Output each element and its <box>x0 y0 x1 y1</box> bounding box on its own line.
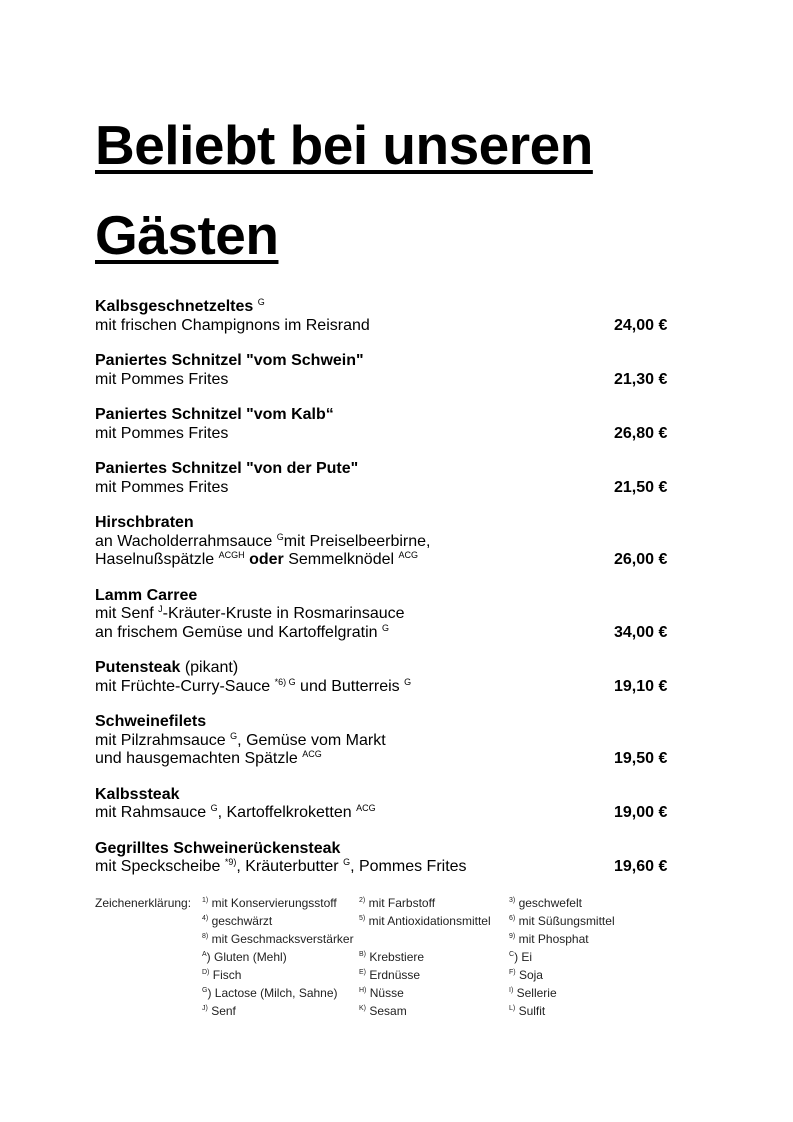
legend-entry <box>509 984 649 1002</box>
menu-item-price: 24,00 € <box>614 316 668 334</box>
menu-item-price: 26,00 € <box>614 551 668 568</box>
menu-item-name: Hirschbraten <box>95 514 194 531</box>
menu-item-heading <box>95 713 705 732</box>
menu-item-price: 19,50 € <box>614 750 668 767</box>
menu-item-heading <box>95 587 705 606</box>
menu-item <box>95 659 705 696</box>
legend-value: mit Konservierungsstoff <box>211 895 337 910</box>
menu-item-heading <box>95 406 705 425</box>
description-text: mit Pommes Frites <box>95 424 229 442</box>
menu-item-name: Putensteak <box>95 659 181 676</box>
legend-entry <box>359 894 509 912</box>
legend-key: 5) <box>359 914 366 922</box>
allergen-code: ACGH <box>218 550 245 560</box>
legend-value: mit Geschmacksverstärker <box>211 931 354 946</box>
legend-key: 2) <box>359 896 366 904</box>
menu-item-name: Paniertes Schnitzel "vom Kalb“ <box>95 406 334 423</box>
legend-key: B) <box>359 950 366 958</box>
menu-item <box>95 840 705 877</box>
description-text: an frischem Gemüse und Kartoffelgratin <box>95 623 382 641</box>
legend-value: Fisch <box>212 967 242 982</box>
allergen-code: *6) G <box>274 676 296 687</box>
legend-key: A <box>202 950 207 958</box>
allergen-code: G <box>276 531 284 542</box>
allergen-code: G <box>381 622 389 633</box>
legend-key: F) <box>509 968 516 976</box>
legend-key: H) <box>359 986 367 994</box>
legend-value: Krebstiere <box>369 949 425 964</box>
allergen-code: ACG <box>398 550 418 560</box>
legend-entry <box>202 966 359 984</box>
legend-value: Sulfit <box>518 1003 546 1018</box>
menu-item-description <box>95 732 705 751</box>
legend-value: ) Gluten (Mehl) <box>206 949 287 964</box>
description-text: mit Rahmsauce <box>95 804 211 821</box>
legend-entry <box>359 948 509 966</box>
legend-value: Sesam <box>369 1003 407 1018</box>
description-text: mit Pommes Frites <box>95 370 229 388</box>
allergen-code: ACG <box>356 803 376 813</box>
legend-entry <box>202 930 359 948</box>
title-line-2: Gästen <box>95 204 279 266</box>
menu-item <box>95 406 705 443</box>
legend-key: 4) <box>202 914 209 922</box>
menu-item-name: Lamm Carree <box>95 586 198 604</box>
menu-item <box>95 786 705 823</box>
description-text: mit Speckscheibe <box>95 858 225 875</box>
legend-label <box>95 930 202 948</box>
menu-item-heading <box>95 298 705 317</box>
legend-entry <box>359 930 509 948</box>
legend-entry <box>202 984 359 1002</box>
menu-item-name: Paniertes Schnitzel "vom Schwein" <box>95 352 364 369</box>
description-text: mit Senf <box>95 605 159 622</box>
menu-item-name: Kalbsgeschnetzeltes <box>95 298 254 315</box>
legend-key: L) <box>509 1004 516 1012</box>
legend-value: geschwärzt <box>211 913 273 928</box>
allergen-code: G <box>257 297 265 307</box>
menu-item-heading <box>95 786 705 805</box>
legend-key: J) <box>202 1004 208 1012</box>
legend-value: ) Lactose (Milch, Sahne) <box>207 985 338 1000</box>
description-text: , Pommes Frites <box>350 858 467 875</box>
allergen-code: *9) <box>224 857 237 867</box>
menu-item-name: Gegrilltes Schweinerückensteak <box>95 839 341 857</box>
description-text: mit Pommes Frites <box>95 478 229 496</box>
menu-item-description <box>95 605 705 624</box>
legend-label <box>95 948 202 966</box>
description-text: und Butterreis <box>295 677 405 695</box>
menu-item <box>95 587 705 643</box>
description-text: Haselnußspätzle <box>95 551 219 568</box>
legend-entry <box>202 894 359 912</box>
legend-value: mit Farbstoff <box>368 895 436 910</box>
menu-item-name: Schweinefilets <box>95 713 207 730</box>
allergen-code: G <box>343 857 351 867</box>
menu-item <box>95 514 705 570</box>
legend-key: I) <box>509 986 514 994</box>
title-line-1: Beliebt bei unseren <box>95 114 593 176</box>
menu-item-price: 21,30 € <box>614 370 668 388</box>
legend-value: mit Süßungsmittel <box>518 913 615 928</box>
legend-value: mit Antioxidationsmittel <box>368 913 491 928</box>
legend-entry <box>509 948 649 966</box>
legend-key: E) <box>359 968 366 976</box>
menu-item-heading <box>95 514 705 533</box>
legend-key: K) <box>359 1004 366 1012</box>
legend-value: Senf <box>211 1003 236 1018</box>
menu-item-heading <box>95 840 705 859</box>
legend-entry <box>509 1002 649 1020</box>
legend-value: mit Phosphat <box>518 931 589 946</box>
legend-entry <box>359 1002 509 1020</box>
menu-item <box>95 298 705 335</box>
legend-key: C <box>509 950 515 958</box>
description-text: mit Preiselbeerbirne, <box>283 532 431 550</box>
menu-item-price: 19,00 € <box>614 804 668 821</box>
description-text: , Gemüse vom Markt <box>237 731 386 749</box>
description-text: , Kräuterbutter <box>236 858 344 875</box>
legend-entry <box>509 894 649 912</box>
legend-label <box>95 912 202 930</box>
description-text: mit Früchte-Curry-Sauce <box>95 677 275 695</box>
legend-key: D) <box>202 968 210 976</box>
menu-page <box>95 100 705 1020</box>
description-text: und hausgemachten Spätzle <box>95 750 303 767</box>
description-emphasis: oder <box>249 551 284 568</box>
menu-item-price: 26,80 € <box>614 424 668 442</box>
allergen-code: J <box>158 604 163 614</box>
legend-value: ) Ei <box>514 949 533 964</box>
allergen-code: G <box>210 803 218 813</box>
legend-entry <box>359 966 509 984</box>
legend-label <box>95 966 202 984</box>
legend-value: Erdnüsse <box>369 967 421 982</box>
allergen-code: G <box>404 676 412 687</box>
legend-key: 8) <box>202 932 209 940</box>
menu-item <box>95 352 705 389</box>
menu-item-name: Paniertes Schnitzel "von der Pute" <box>95 460 359 477</box>
legend-value: Nüsse <box>369 985 404 1000</box>
legend-entry <box>359 912 509 930</box>
page-title <box>95 100 705 280</box>
legend-value: geschwefelt <box>518 895 582 910</box>
description-text: Semmelknödel <box>283 551 399 568</box>
menu-item-price: 21,50 € <box>614 478 668 496</box>
menu-item <box>95 460 705 497</box>
legend-key: 9) <box>509 932 516 940</box>
legend-entry <box>509 966 649 984</box>
menu-item-price: 34,00 € <box>614 623 668 641</box>
legend-key: G <box>202 986 208 994</box>
menu-item-description <box>95 533 705 552</box>
legend-entry <box>509 912 649 930</box>
legend-label: Zeichenerklärung: <box>95 895 192 910</box>
allergen-code: G <box>230 730 238 741</box>
menu-item-price: 19,10 € <box>614 677 668 695</box>
legend-entry <box>202 1002 359 1020</box>
menu-item <box>95 713 705 769</box>
allergen-code: ACG <box>302 749 322 759</box>
legend-value: Soja <box>518 967 543 982</box>
legend-entry <box>509 930 649 948</box>
legend-entry <box>202 948 359 966</box>
menu-item-heading <box>95 352 705 371</box>
legend-entry <box>202 912 359 930</box>
legend-value: Sellerie <box>516 985 557 1000</box>
description-text: mit Pilzrahmsauce <box>95 731 231 749</box>
menu-item-name: Kalbssteak <box>95 785 180 803</box>
legend-label <box>95 984 202 1002</box>
legend-entry <box>359 984 509 1002</box>
legend-key: 3) <box>509 896 516 904</box>
menu-item-heading <box>95 460 705 479</box>
menu-item-price: 19,60 € <box>614 858 668 875</box>
menu-item-heading <box>95 659 705 678</box>
legend-label <box>95 1002 202 1020</box>
legend-key: 6) <box>509 914 516 922</box>
menu-item-note: (pikant) <box>180 659 239 676</box>
menu-list <box>95 298 705 877</box>
description-text: , Kartoffelkroketten <box>217 804 357 821</box>
description-text: -Kräuter-Kruste in Rosmarinsauce <box>162 605 405 622</box>
legend-key: 1) <box>202 896 209 904</box>
description-text: mit frischen Champignons im Reisrand <box>95 316 370 334</box>
description-text: an Wacholderrahmsauce <box>95 532 277 550</box>
allergen-legend <box>95 894 705 1020</box>
